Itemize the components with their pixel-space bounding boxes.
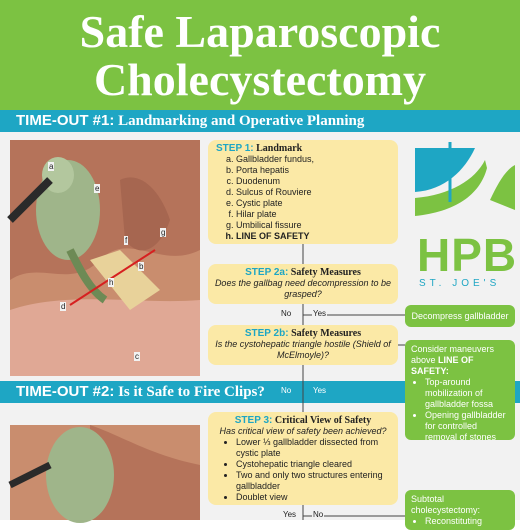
title-line-1: Safe Laparoscopic xyxy=(79,6,441,57)
subtotal-item: • Reconstituting xyxy=(425,516,509,527)
step-2a-title: Safety Measures xyxy=(290,267,361,278)
cvs-criterion: • Cystohepatic triangle cleared xyxy=(236,459,390,470)
subtotal-title: Subtotal cholecystectomy: xyxy=(411,494,481,515)
hpb-logo xyxy=(405,140,518,300)
landmark-item: g. Umbilical fissure xyxy=(236,220,390,231)
step-3-title: Critical View of Safety xyxy=(274,415,372,426)
subtotal-list xyxy=(411,516,509,527)
flow-no-3: No xyxy=(313,510,324,519)
flow-no-2: No xyxy=(281,386,292,395)
step-1-label: STEP 1: xyxy=(216,143,254,154)
landmark-item: f. Hilar plate xyxy=(236,209,390,220)
landmark-item: a. Gallbladder fundus, xyxy=(236,154,390,165)
maneuver-item: • Opening gallbladder for controlled removal of stones xyxy=(425,410,509,443)
flow-yes-1: Yes xyxy=(313,309,327,318)
logo-subtext: ST. JOE'S xyxy=(419,278,501,289)
cvs-criterion: • Lower ⅓ gallbladder dissected from cystic plate xyxy=(236,437,390,459)
subtotal-box xyxy=(405,490,515,530)
step-3-question: Has critical view of safety been achieved? xyxy=(219,426,387,436)
timeout-1-title: Landmarking and Operative Planning xyxy=(118,113,365,129)
label-e: e xyxy=(95,184,100,193)
maneuvers-list xyxy=(411,377,509,443)
landmark-item: b. Porta hepatis xyxy=(236,165,390,176)
flow-no-1: No xyxy=(281,309,292,318)
maneuvers-box xyxy=(405,340,515,440)
maneuver-item: • Top-around mobilization of gallbladder fossa xyxy=(425,377,509,410)
cvs-criterion: • Two and only two structures entering gallbladder xyxy=(236,470,390,492)
step-2b-question: Is the cystohepatic triangle hostile (Shield of McElmoyle)? xyxy=(215,339,391,360)
label-f: f xyxy=(125,236,128,245)
maneuvers-intro: Consider maneuvers above xyxy=(411,344,495,365)
landmark-item: h. LINE OF SAFETY xyxy=(236,231,390,242)
cvs-criterion: • Doublet view xyxy=(236,492,390,503)
timeout-2-number: TIME-OUT #2: xyxy=(16,383,115,400)
timeout-2-title: Is it Safe to Fire Clips? xyxy=(118,384,265,400)
step-3-label: STEP 3: xyxy=(234,415,273,426)
label-h: h xyxy=(109,278,114,287)
step-2b-label: STEP 2b: xyxy=(244,328,289,339)
decompress-box: Decompress gallbladder xyxy=(405,305,515,327)
flow-yes-2: Yes xyxy=(313,386,327,395)
label-d: d xyxy=(61,302,66,311)
title-line-2: Cholecystectomy xyxy=(93,54,427,105)
maneuvers-emph: LINE OF SAFETY: xyxy=(411,355,474,376)
flow-yes-3: Yes xyxy=(283,510,297,519)
step-2a-question: Does the gallbag need decompression to be grasped? xyxy=(214,278,392,299)
step-2a-label: STEP 2a: xyxy=(245,267,289,278)
logo-mark-icon xyxy=(405,140,515,230)
logo-text: HPB xyxy=(417,229,518,281)
step-1-title: Landmark xyxy=(256,143,303,154)
landmark-item: c. Duodenum xyxy=(236,176,390,187)
timeout-1-number: TIME-OUT #1: xyxy=(16,112,115,129)
label-c: c xyxy=(135,352,139,361)
label-g: g xyxy=(161,228,166,237)
label-a: a xyxy=(49,162,54,171)
landmark-item: d. Sulcus of Rouviere xyxy=(236,187,390,198)
step-2b-title: Safety Measures xyxy=(291,328,362,339)
landmark-item: e. Cystic plate xyxy=(236,198,390,209)
label-b: b xyxy=(139,262,144,271)
